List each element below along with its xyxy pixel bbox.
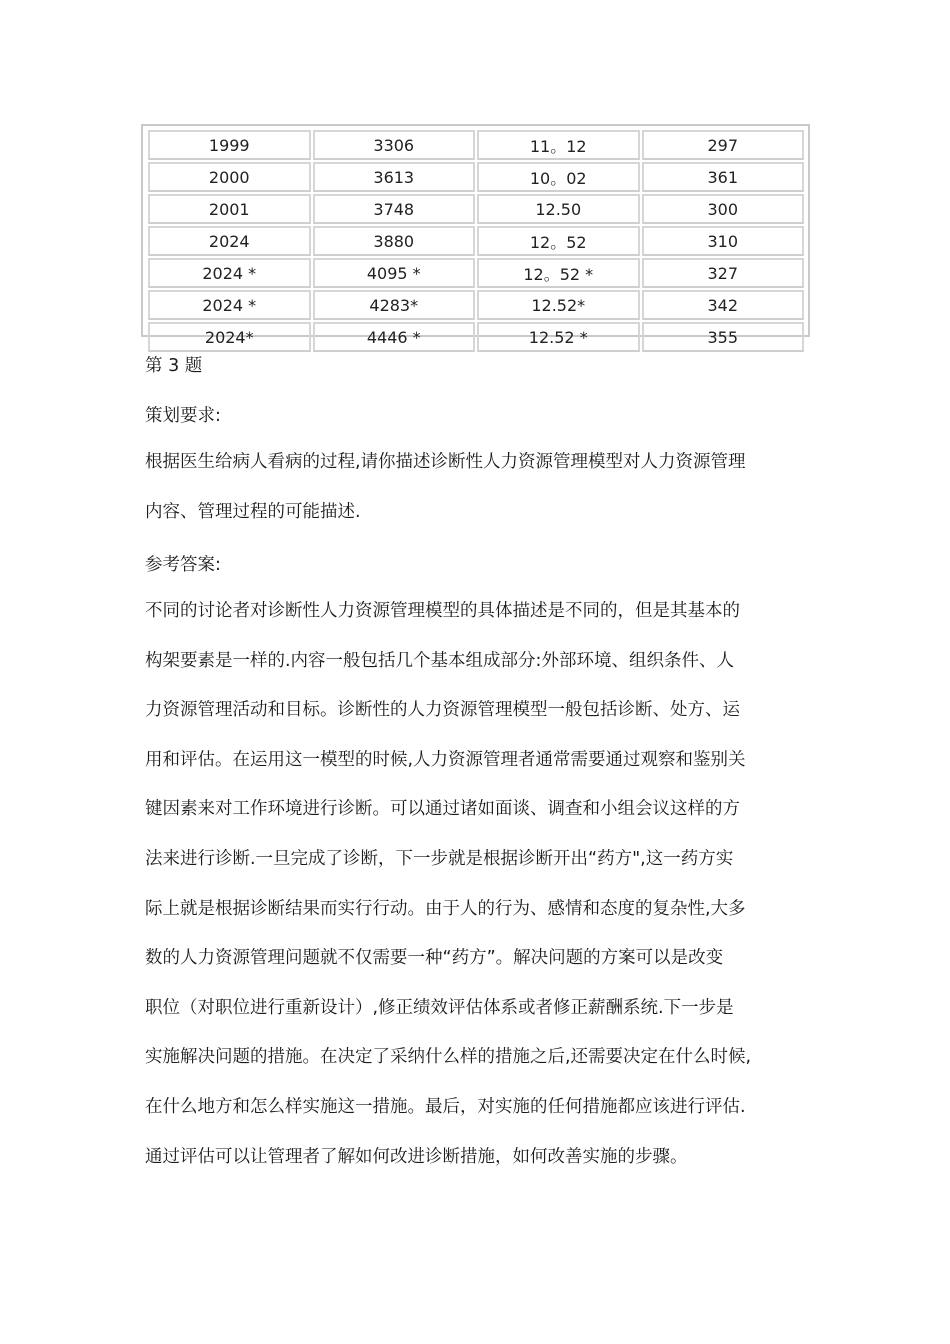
text-line: 在什么地方和怎么样实施这一措施。最后，对实施的任何措施都应该进行评估.: [145, 1096, 746, 1117]
data-table-frame: [141, 124, 810, 347]
requirement-label: 策划要求:: [145, 406, 221, 426]
table-row: [148, 258, 804, 288]
text-line: 实施解决问题的措施。在决定了采纳什么样的措施之后,还需要决定在什么时候,: [145, 1047, 752, 1068]
table-cell: 2024*: [148, 322, 311, 352]
text-line: 数的人力资源管理问题就不仅需要一种“药方”。解决问题的方案可以是改变: [145, 948, 724, 969]
table-cell: 361: [642, 162, 805, 192]
table-cell: 4095 *: [313, 258, 476, 288]
table-cell: 3306: [313, 130, 476, 160]
answer-text: [145, 587, 817, 1182]
table-row: [148, 194, 804, 224]
table-cell: 11。12: [477, 130, 640, 160]
text-line: 法来进行诊断.一旦完成了诊断，下一步就是根据诊断开出“药方",这一药方实: [145, 848, 734, 869]
table-cell: 12.52*: [477, 290, 640, 320]
table-row: [148, 290, 804, 320]
answer-label: 参考答案:: [145, 555, 221, 575]
question-number: 第 3 题: [145, 356, 203, 376]
table-cell: 12。52 *: [477, 258, 640, 288]
table-cell: 3880: [313, 226, 476, 256]
table-cell: 297: [642, 130, 805, 160]
table-cell: 12.52 *: [477, 322, 640, 352]
table-cell: 12。52: [477, 226, 640, 256]
table-row: [148, 162, 804, 192]
table-cell: 4446 *: [313, 322, 476, 352]
text-line: 力资源管理活动和目标。诊断性的人力资源管理模型一般包括诊断、处方、运: [145, 700, 740, 721]
table-cell: 2000: [148, 162, 311, 192]
table-cell: 3748: [313, 194, 476, 224]
text-line: 不同的讨论者对诊断性人力资源管理模型的具体描述是不同的，但是其基本的: [145, 601, 740, 621]
text-line: 职位（对职位进行重新设计）,修正绩效评估体系或者修正薪酬系统.下一步是: [145, 997, 734, 1018]
text-line: 根据医生给病人看病的过程,请你描述诊断性人力资源管理模型对人力资源管理: [145, 452, 746, 472]
table-cell: 310: [642, 226, 805, 256]
table-row: [148, 130, 804, 160]
table-cell: 2001: [148, 194, 311, 224]
table-cell: 300: [642, 194, 805, 224]
text-line: 通过评估可以让管理者了解如何改进诊断措施，如何改善实施的步骤。: [145, 1146, 688, 1167]
table-cell: 2024 *: [148, 290, 311, 320]
table-cell: 355: [642, 322, 805, 352]
table-cell: 342: [642, 290, 805, 320]
table-cell: 4283*: [313, 290, 476, 320]
requirement-text: [145, 438, 817, 537]
table-cell: 10。02: [477, 162, 640, 192]
table-cell: 3613: [313, 162, 476, 192]
data-table-body: [148, 130, 804, 352]
table-cell: 12.50: [477, 194, 640, 224]
table-cell: 1999: [148, 130, 311, 160]
text-line: 键因素来对工作环境进行诊断。可以通过诸如面谈、调查和小组会议这样的方: [145, 799, 740, 820]
table-row: [148, 226, 804, 256]
table-cell: 327: [642, 258, 805, 288]
text-line: 际上就是根据诊断结果而实行行动。由于人的行为、感情和态度的复杂性,大多: [145, 898, 746, 919]
text-line: 构架要素是一样的.内容一般包括几个基本组成部分:外部环境、组织条件、人: [145, 650, 734, 671]
table-cell: 2024: [148, 226, 311, 256]
table-row: [148, 322, 804, 352]
text-line: 内容、管理过程的可能描述.: [145, 501, 361, 522]
table-cell: 2024 *: [148, 258, 311, 288]
text-line: 用和评估。在运用这一模型的时候,人力资源管理者通常需要通过观察和鉴别关: [145, 749, 746, 770]
data-table: [146, 128, 806, 354]
